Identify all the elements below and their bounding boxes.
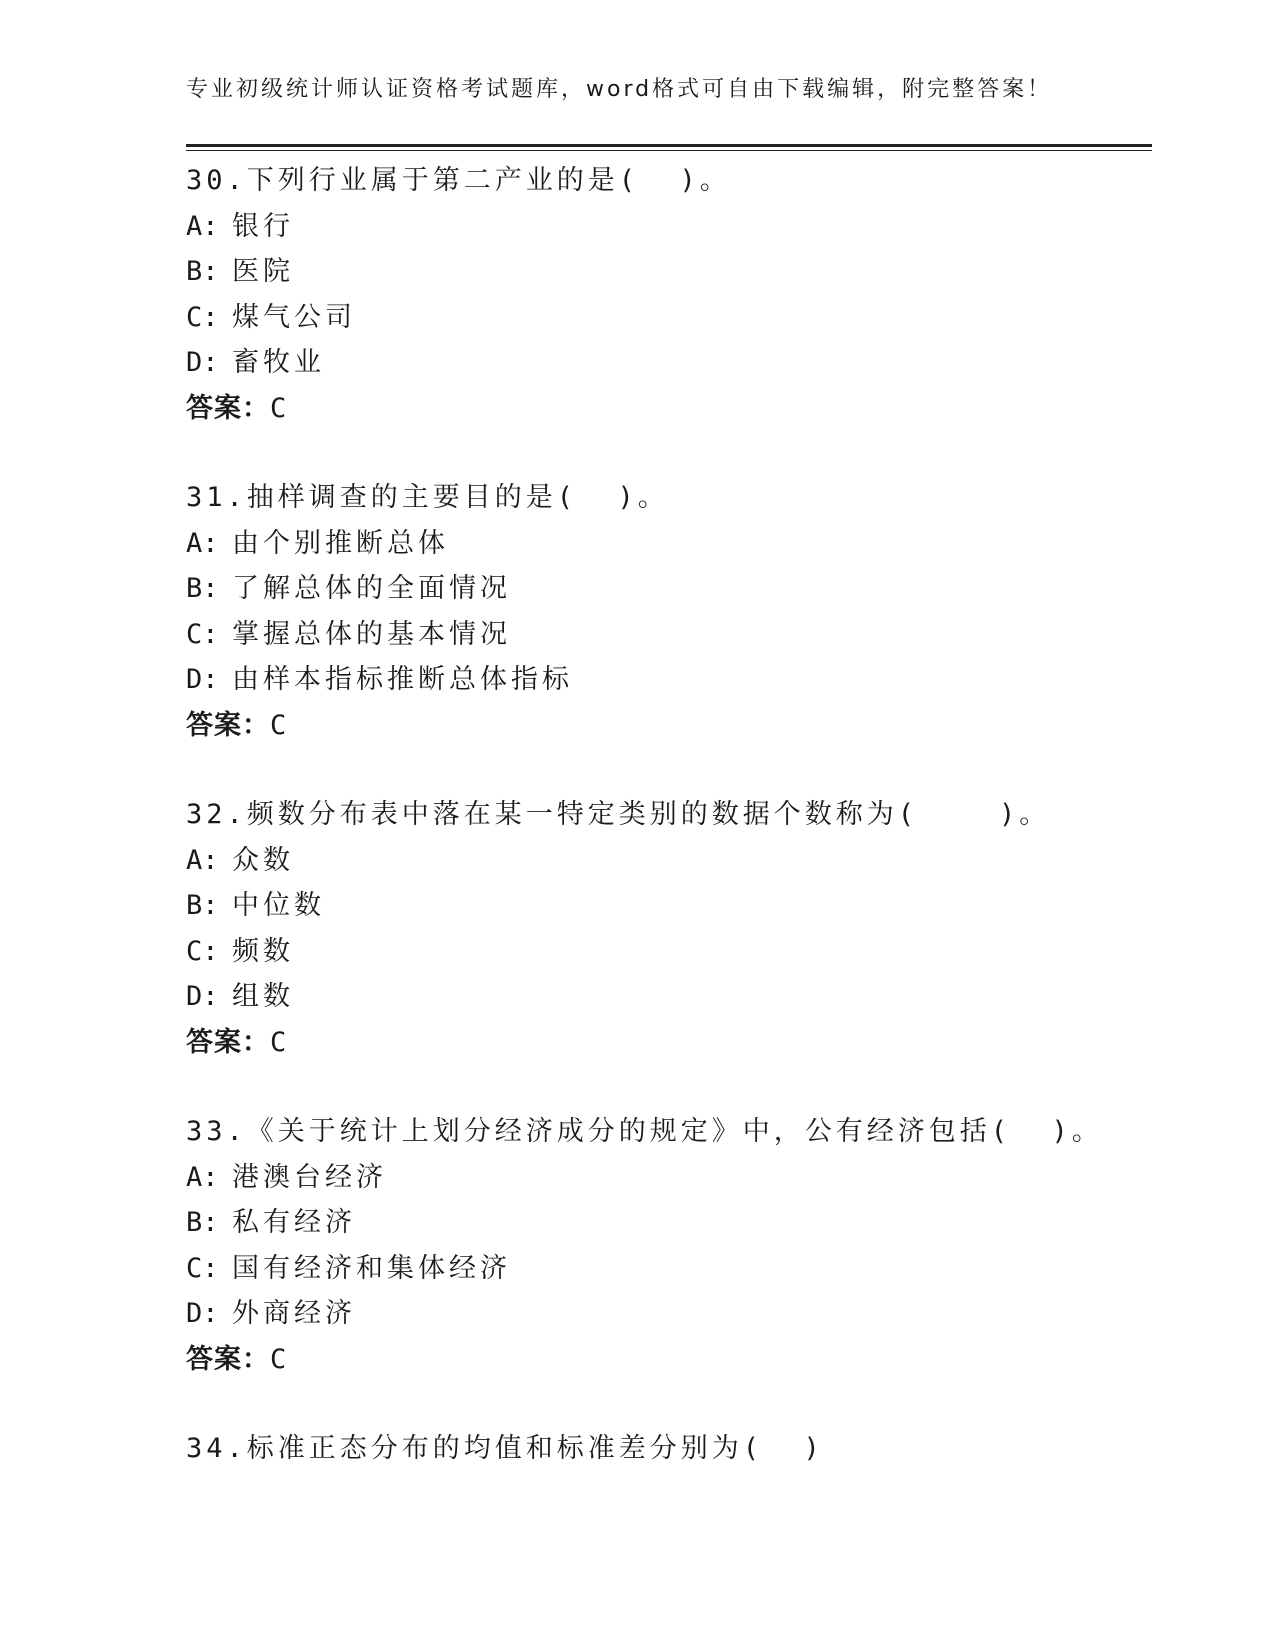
- option-a: [186, 204, 1152, 250]
- option-letter: D:: [186, 347, 219, 378]
- option-letter: C:: [186, 618, 219, 650]
- option-d: [186, 1291, 1152, 1337]
- option-text: 组数: [232, 981, 294, 1012]
- option-a: [186, 521, 1152, 567]
- option-text: 了解总体的全面情况: [232, 573, 511, 604]
- option-b: [186, 249, 1152, 295]
- option-text: 频数: [232, 935, 294, 967]
- option-text: 掌握总体的基本情况: [232, 618, 511, 650]
- option-text: 国有经济和集体经济: [232, 1252, 511, 1284]
- option-b: [186, 883, 1152, 929]
- answer-value: C: [270, 392, 288, 424]
- question-stem: 33.《关于统计上划分经济成分的规定》中，公有经济包括( )。: [186, 1116, 1103, 1147]
- option-letter: D:: [186, 981, 219, 1012]
- option-letter: C:: [186, 1252, 219, 1284]
- question-stem: 34.标准正态分布的均值和标准差分别为( ): [186, 1433, 824, 1464]
- option-text: 外商经济: [232, 1298, 356, 1329]
- question-31: [186, 475, 1152, 748]
- option-letter: A:: [186, 844, 219, 876]
- option-b: [186, 566, 1152, 612]
- option-text: 由个别推断总体: [232, 527, 449, 559]
- option-letter: A:: [186, 210, 219, 242]
- option-letter: B:: [186, 256, 219, 287]
- option-text: 医院: [232, 256, 294, 287]
- answer-label: 答案：: [186, 392, 270, 424]
- option-a: [186, 838, 1152, 884]
- question-30: [186, 158, 1152, 431]
- option-letter: C:: [186, 935, 219, 967]
- option-a: [186, 1155, 1152, 1201]
- option-text: 畜牧业: [232, 347, 325, 378]
- answer-line: [186, 1020, 1152, 1066]
- option-letter: C:: [186, 301, 219, 333]
- answer-value: C: [270, 1343, 288, 1375]
- answer-value: C: [270, 1026, 288, 1058]
- option-d: [186, 340, 1152, 386]
- answer-line: [186, 703, 1152, 749]
- option-text: 银行: [232, 210, 294, 242]
- question-list: [186, 158, 1152, 1472]
- option-text: 中位数: [232, 890, 325, 921]
- option-c: [186, 929, 1152, 975]
- option-letter: D:: [186, 664, 219, 695]
- header-rule-thin: [186, 150, 1152, 151]
- option-text: 众数: [232, 844, 294, 876]
- option-c: [186, 295, 1152, 341]
- option-letter: D:: [186, 1298, 219, 1329]
- option-b: [186, 1200, 1152, 1246]
- option-letter: B:: [186, 1207, 219, 1238]
- answer-line: [186, 386, 1152, 432]
- question-stem: 32.频数分布表中落在某一特定类别的数据个数称为( )。: [186, 799, 1051, 830]
- option-text: 港澳台经济: [232, 1161, 387, 1193]
- answer-label: 答案：: [186, 1026, 270, 1058]
- question-34: [186, 1426, 1152, 1472]
- question-stem: 31.抽样调查的主要目的是( )。: [186, 482, 669, 513]
- option-c: [186, 612, 1152, 658]
- option-letter: B:: [186, 573, 219, 604]
- option-c: [186, 1246, 1152, 1292]
- option-text: 私有经济: [232, 1207, 356, 1238]
- option-text: 由样本指标推断总体指标: [232, 664, 573, 695]
- answer-line: [186, 1337, 1152, 1383]
- option-letter: A:: [186, 527, 219, 559]
- option-d: [186, 657, 1152, 703]
- option-letter: B:: [186, 890, 219, 921]
- question-33: [186, 1109, 1152, 1382]
- answer-label: 答案：: [186, 1343, 270, 1375]
- answer-label: 答案：: [186, 709, 270, 741]
- header-rule-thick: [186, 144, 1152, 147]
- page-header: 专业初级统计师认证资格考试题库，word格式可自由下载编辑，附完整答案！: [186, 77, 1053, 102]
- question-stem: 30.下列行业属于第二产业的是( )。: [186, 165, 731, 196]
- option-letter: A:: [186, 1161, 219, 1193]
- answer-value: C: [270, 709, 288, 741]
- option-text: 煤气公司: [232, 301, 356, 333]
- question-32: [186, 792, 1152, 1065]
- option-d: [186, 974, 1152, 1020]
